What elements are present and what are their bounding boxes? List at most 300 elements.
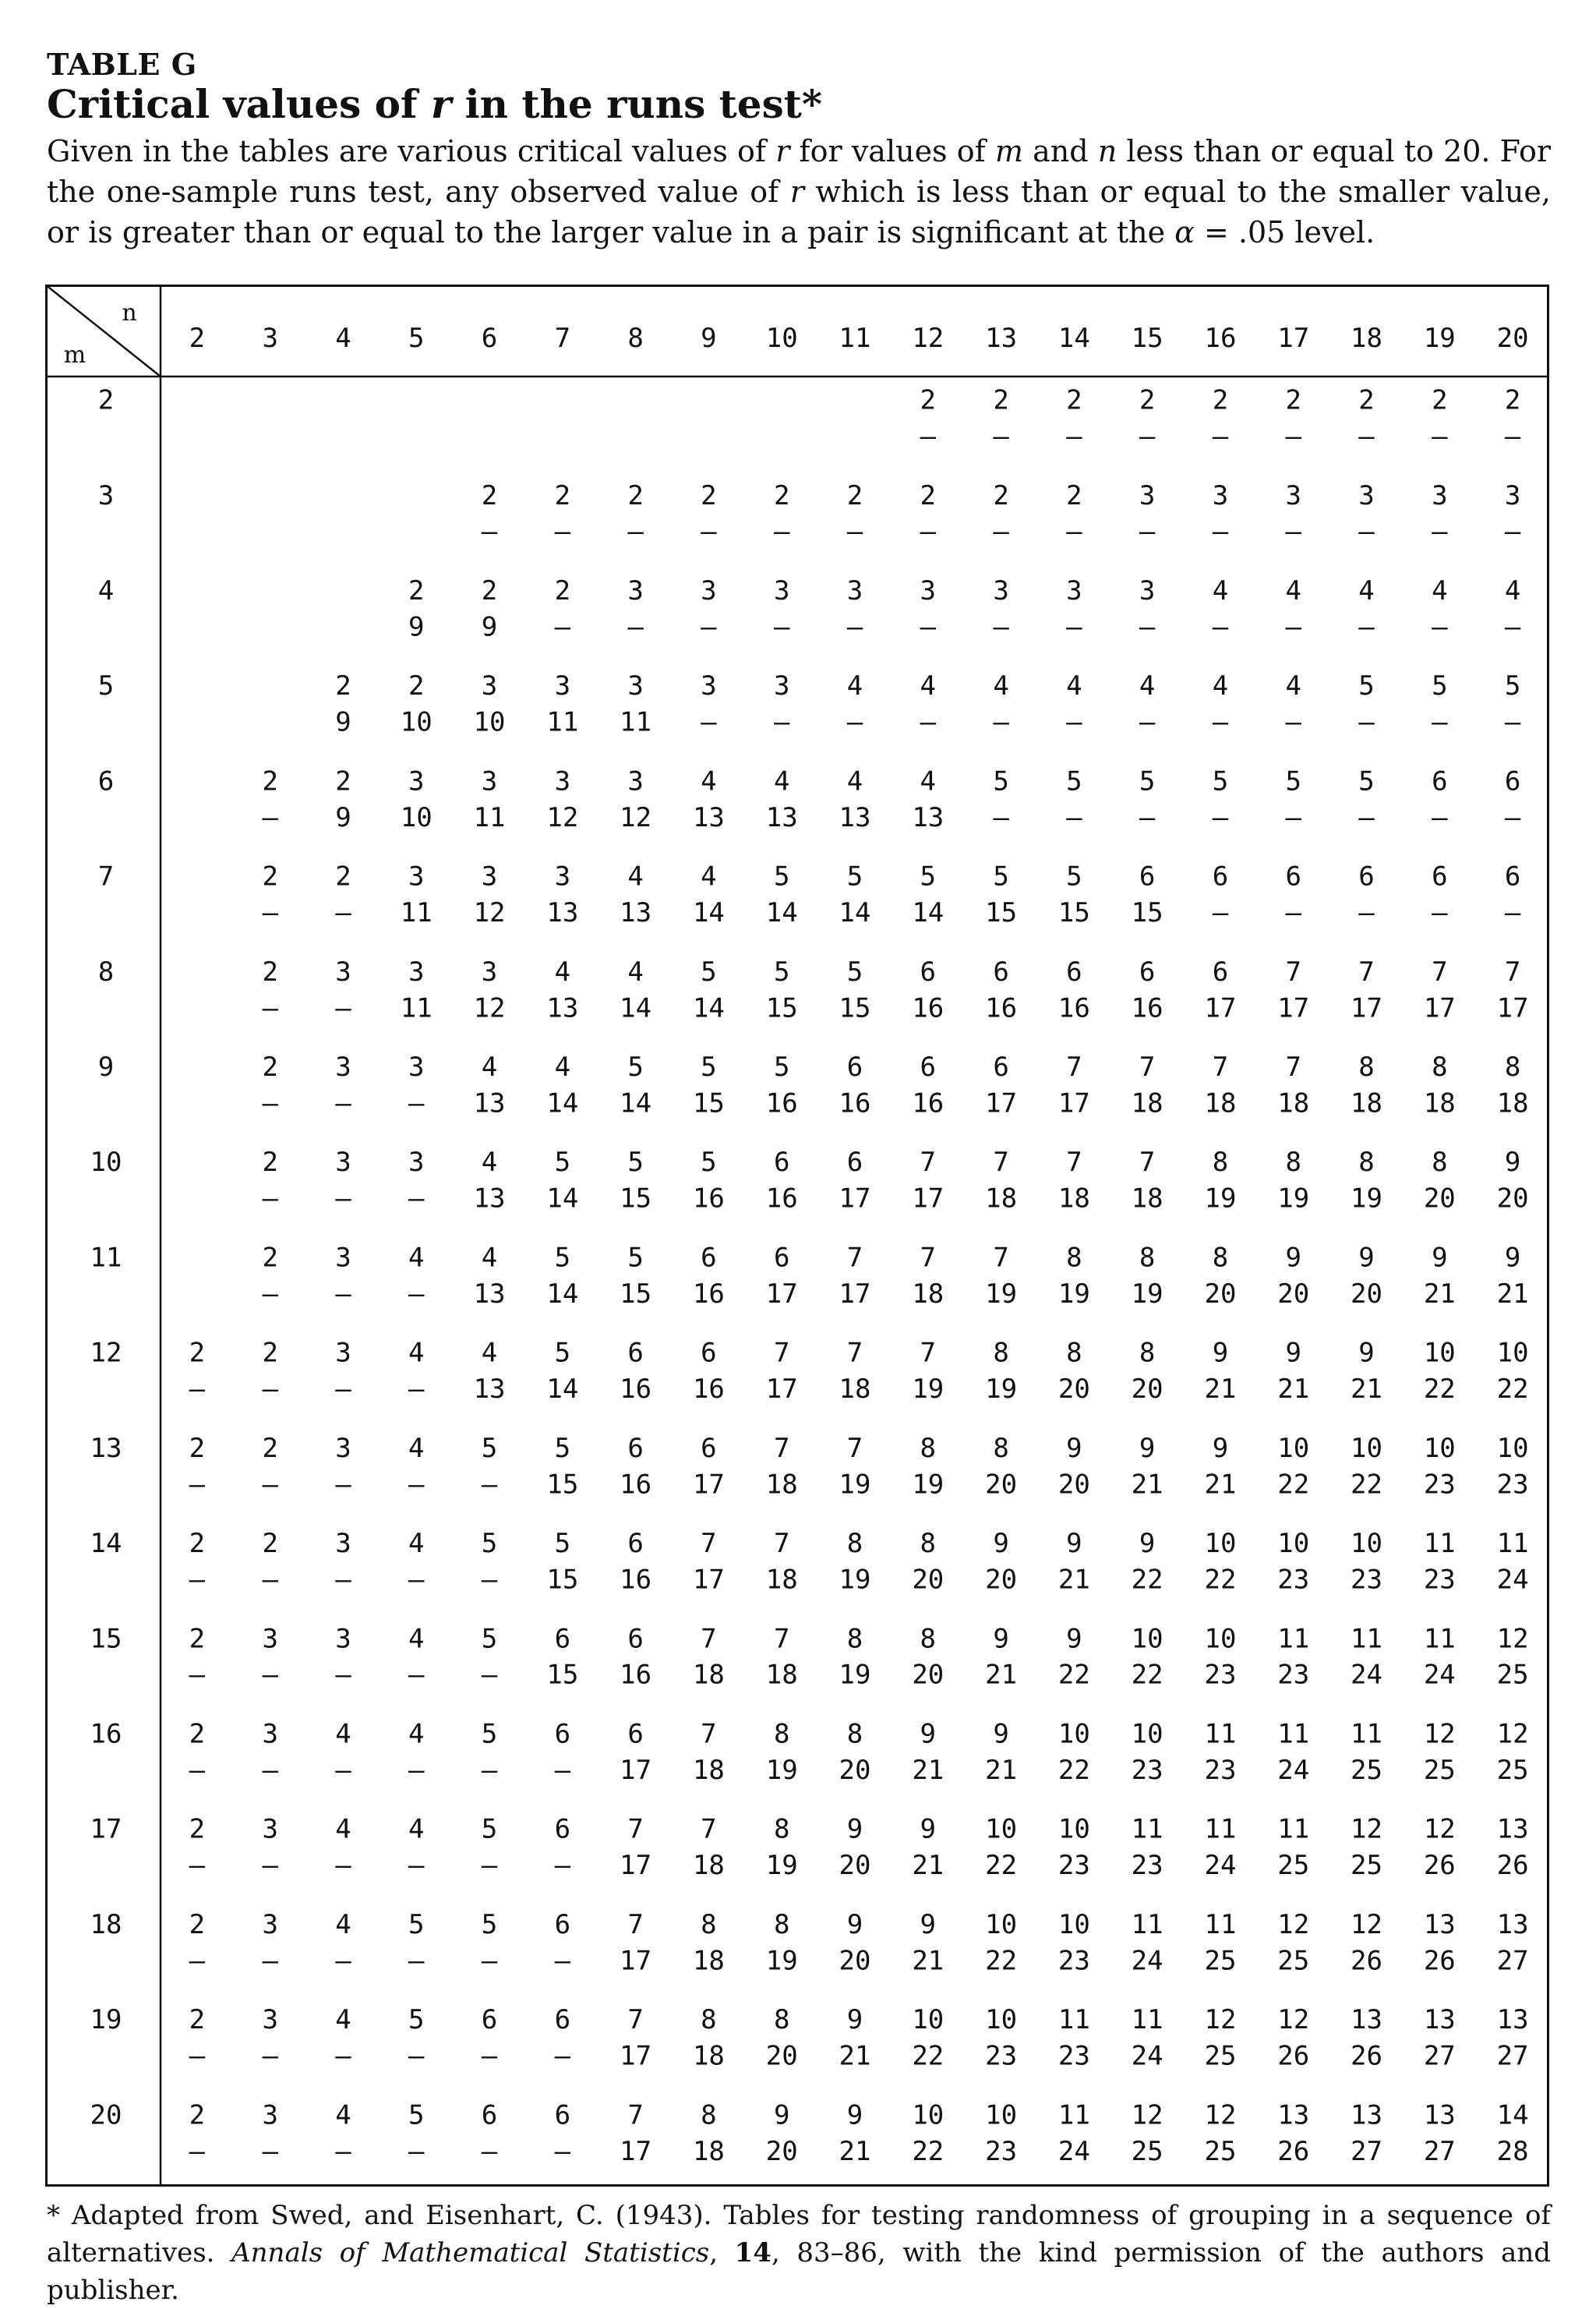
row-header-m-7: 7 <box>97 861 115 893</box>
cell-lower-m12-n7: 5 <box>554 1337 571 1369</box>
cell-upper-m12-n10: 17 <box>765 1374 798 1406</box>
cell-lower-m2-n18: 2 <box>1358 384 1375 416</box>
row-header-m-11: 11 <box>90 1242 122 1274</box>
cell-upper-m17-n5: – <box>408 1850 425 1882</box>
cell-lower-m19-n2: 2 <box>189 2004 206 2036</box>
cell-upper-m5-n11: – <box>846 706 863 738</box>
cell-upper-m19-n9: 18 <box>692 2040 725 2072</box>
cell-upper-m17-n2: – <box>189 1850 206 1882</box>
cell-upper-m20-n18: 27 <box>1351 2135 1383 2167</box>
cell-lower-m15-n2: 2 <box>189 1623 206 1655</box>
cell-upper-m13-n6: – <box>481 1469 498 1501</box>
cell-lower-m13-n4: 3 <box>335 1432 351 1464</box>
cell-lower-m8-n18: 7 <box>1358 956 1375 988</box>
cell-upper-m5-n16: – <box>1212 706 1229 738</box>
cell-lower-m4-n12: 3 <box>920 575 937 606</box>
cell-lower-m15-n15: 10 <box>1131 1623 1163 1655</box>
cell-upper-m4-n12: – <box>920 611 937 643</box>
cell-lower-m15-n3: 3 <box>262 1623 278 1655</box>
cell-upper-m10-n19: 20 <box>1423 1183 1456 1215</box>
cell-upper-m20-n15: 25 <box>1131 2135 1163 2167</box>
cell-lower-m6-n12: 4 <box>920 766 937 797</box>
cell-lower-m19-n10: 8 <box>773 2004 790 2036</box>
cell-lower-m16-n16: 11 <box>1204 1718 1237 1750</box>
cell-upper-m15-n9: 18 <box>692 1659 725 1691</box>
cell-lower-m18-n15: 11 <box>1131 1908 1163 1940</box>
cell-upper-m8-n10: 15 <box>765 992 798 1024</box>
cell-upper-m18-n20: 27 <box>1496 1945 1529 1977</box>
cell-upper-m17-n10: 19 <box>765 1850 798 1882</box>
cell-upper-m10-n12: 17 <box>912 1183 945 1215</box>
cell-upper-m18-n9: 18 <box>692 1945 725 1977</box>
cell-lower-m6-n18: 5 <box>1358 766 1375 797</box>
cell-upper-m11-n14: 19 <box>1058 1278 1090 1310</box>
footnote-text-1: * Adapted from Swed, and Eisenhart, C. (1943). Tables for testing randomness of grouping in a sequence of alternatives. <box>47 2200 1551 2268</box>
cell-upper-m11-n11: 17 <box>839 1278 871 1310</box>
cell-lower-m14-n2: 2 <box>189 1528 206 1560</box>
cell-upper-m20-n4: – <box>335 2135 351 2167</box>
cell-lower-m9-n17: 7 <box>1285 1052 1301 1084</box>
cell-lower-m6-n10: 4 <box>773 766 790 797</box>
desc-text-5: which is less than or equal to the smaller value, or is greater than or equal to the larger value in a pair is significant at the <box>47 175 1551 249</box>
cell-lower-m5-n4: 2 <box>335 670 351 702</box>
cell-upper-m15-n5: – <box>408 1659 425 1691</box>
table-border <box>47 286 1548 2186</box>
cell-lower-m2-n15: 2 <box>1139 384 1156 416</box>
cell-upper-m3-n9: – <box>701 516 717 548</box>
title-text-1: Critical values of <box>47 81 431 127</box>
cell-upper-m13-n15: 21 <box>1131 1469 1163 1501</box>
cell-upper-m18-n4: – <box>335 1945 351 1977</box>
cell-upper-m8-n13: 16 <box>985 992 1018 1024</box>
desc-symbol-m: m <box>994 134 1023 168</box>
desc-symbol-r-2: r <box>789 175 804 209</box>
cell-lower-m9-n20: 8 <box>1504 1052 1521 1084</box>
cell-lower-m11-n19: 9 <box>1432 1242 1448 1274</box>
cell-upper-m15-n2: – <box>189 1659 206 1691</box>
cell-lower-m18-n8: 7 <box>627 1908 644 1940</box>
cell-lower-m11-n6: 4 <box>481 1242 498 1274</box>
cell-upper-m20-n13: 23 <box>985 2135 1018 2167</box>
table-footnote <box>47 2197 1551 2309</box>
cell-upper-m6-n5: 10 <box>400 801 433 833</box>
cell-upper-m18-n11: 20 <box>839 1945 871 1977</box>
cell-upper-m3-n6: – <box>481 516 498 548</box>
cell-upper-m3-n20: – <box>1504 516 1521 548</box>
cell-upper-m9-n10: 16 <box>765 1087 798 1119</box>
cell-upper-m13-n3: – <box>262 1469 278 1501</box>
cell-upper-m6-n6: 11 <box>473 801 506 833</box>
cell-lower-m12-n10: 7 <box>773 1337 790 1369</box>
cell-upper-m9-n19: 18 <box>1423 1087 1456 1119</box>
cell-upper-m14-n9: 17 <box>692 1564 725 1596</box>
cell-upper-m11-n8: 15 <box>620 1278 652 1310</box>
cell-lower-m11-n3: 2 <box>262 1242 278 1274</box>
col-header-n-18: 18 <box>1351 323 1383 354</box>
cell-lower-m3-n9: 2 <box>701 479 717 511</box>
cell-lower-m13-n5: 4 <box>408 1432 425 1464</box>
cell-upper-m4-n15: – <box>1139 611 1156 643</box>
row-header-m-3: 3 <box>97 479 115 511</box>
col-header-n-20: 20 <box>1496 323 1529 354</box>
cell-lower-m3-n19: 3 <box>1432 479 1448 511</box>
cell-lower-m5-n14: 4 <box>1066 670 1082 702</box>
cell-upper-m5-n8: 11 <box>620 706 652 738</box>
cell-lower-m14-n18: 10 <box>1351 1528 1383 1560</box>
cell-lower-m9-n14: 7 <box>1066 1052 1082 1084</box>
cell-upper-m2-n20: – <box>1504 420 1521 452</box>
cell-lower-m5-n11: 4 <box>846 670 863 702</box>
desc-symbol-r: r <box>775 134 790 168</box>
cell-lower-m11-n14: 8 <box>1066 1242 1082 1274</box>
cell-upper-m10-n17: 19 <box>1277 1183 1310 1215</box>
cell-upper-m9-n12: 16 <box>912 1087 945 1119</box>
cell-upper-m19-n5: – <box>408 2040 425 2072</box>
cell-upper-m7-n3: – <box>262 897 278 929</box>
cell-upper-m8-n18: 17 <box>1351 992 1383 1024</box>
cell-lower-m20-n16: 12 <box>1204 2099 1237 2131</box>
col-header-n-2: 2 <box>189 323 206 354</box>
cell-lower-m18-n17: 12 <box>1277 1908 1310 1940</box>
cell-lower-m16-n6: 5 <box>481 1718 498 1750</box>
cell-upper-m11-n17: 20 <box>1277 1278 1310 1310</box>
cell-lower-m3-n16: 3 <box>1212 479 1229 511</box>
cell-upper-m20-n20: 28 <box>1496 2135 1529 2167</box>
cell-lower-m4-n10: 3 <box>773 575 790 606</box>
cell-upper-m10-n4: – <box>335 1183 351 1215</box>
cell-lower-m8-n5: 3 <box>408 956 425 988</box>
cell-upper-m10-n14: 18 <box>1058 1183 1090 1215</box>
cell-upper-m9-n13: 17 <box>985 1087 1018 1119</box>
cell-upper-m12-n7: 14 <box>546 1374 579 1406</box>
title-symbol-r: r <box>430 81 452 127</box>
cell-upper-m14-n13: 20 <box>985 1564 1018 1596</box>
cell-upper-m19-n7: – <box>554 2040 571 2072</box>
cell-upper-m12-n6: 13 <box>473 1374 506 1406</box>
cell-upper-m17-n20: 26 <box>1496 1850 1529 1882</box>
cell-lower-m12-n17: 9 <box>1285 1337 1301 1369</box>
cell-upper-m14-n20: 24 <box>1496 1564 1529 1596</box>
cell-lower-m16-n12: 9 <box>920 1718 937 1750</box>
cell-upper-m8-n15: 16 <box>1131 992 1163 1024</box>
cell-upper-m12-n19: 22 <box>1423 1374 1456 1406</box>
cell-lower-m18-n5: 5 <box>408 1908 425 1940</box>
cell-lower-m10-n7: 5 <box>554 1147 571 1179</box>
cell-lower-m20-n10: 9 <box>773 2099 790 2131</box>
cell-upper-m7-n17: – <box>1285 897 1301 929</box>
cell-upper-m5-n13: – <box>993 706 1009 738</box>
cell-lower-m14-n5: 4 <box>408 1528 425 1560</box>
cell-upper-m4-n19: – <box>1432 611 1448 643</box>
cell-lower-m7-n8: 4 <box>627 861 644 893</box>
cell-upper-m17-n6: – <box>481 1850 498 1882</box>
cell-lower-m17-n13: 10 <box>985 1813 1018 1845</box>
cell-lower-m9-n7: 4 <box>554 1052 571 1084</box>
cell-upper-m8-n5: 11 <box>400 992 433 1024</box>
cell-upper-m8-n8: 14 <box>620 992 652 1024</box>
cell-upper-m15-n20: 25 <box>1496 1659 1529 1691</box>
cell-upper-m2-n19: – <box>1432 420 1448 452</box>
cell-upper-m9-n20: 18 <box>1496 1087 1529 1119</box>
cell-upper-m13-n11: 19 <box>839 1469 871 1501</box>
cell-lower-m3-n12: 2 <box>920 479 937 511</box>
cell-upper-m18-n6: – <box>481 1945 498 1977</box>
cell-lower-m20-n15: 12 <box>1131 2099 1163 2131</box>
cell-lower-m5-n9: 3 <box>701 670 717 702</box>
cell-upper-m14-n11: 19 <box>839 1564 871 1596</box>
cell-lower-m20-n8: 7 <box>627 2099 644 2131</box>
cell-lower-m4-n13: 3 <box>993 575 1009 606</box>
cell-lower-m5-n7: 3 <box>554 670 571 702</box>
cell-lower-m5-n8: 3 <box>627 670 644 702</box>
table-header <box>47 48 1551 253</box>
cell-upper-m7-n4: – <box>335 897 351 929</box>
cell-lower-m4-n7: 2 <box>554 575 571 606</box>
cell-lower-m13-n13: 8 <box>993 1432 1009 1464</box>
cell-lower-m12-n12: 7 <box>920 1337 937 1369</box>
cell-upper-m11-n3: – <box>262 1278 278 1310</box>
cell-lower-m14-n8: 6 <box>627 1528 644 1560</box>
cell-lower-m14-n12: 8 <box>920 1528 937 1560</box>
cell-lower-m9-n8: 5 <box>627 1052 644 1084</box>
cell-lower-m12-n11: 7 <box>846 1337 863 1369</box>
cell-upper-m6-n4: 9 <box>335 801 351 833</box>
cell-upper-m10-n20: 20 <box>1496 1183 1529 1215</box>
cell-upper-m7-n8: 13 <box>620 897 652 929</box>
cell-lower-m3-n11: 2 <box>846 479 863 511</box>
cell-upper-m12-n12: 19 <box>912 1374 945 1406</box>
cell-lower-m16-n18: 11 <box>1351 1718 1383 1750</box>
cell-lower-m7-n5: 3 <box>408 861 425 893</box>
cell-upper-m18-n10: 19 <box>765 1945 798 1977</box>
cell-lower-m8-n10: 5 <box>773 956 790 988</box>
cell-lower-m7-n10: 5 <box>773 861 790 893</box>
cell-upper-m12-n11: 18 <box>839 1374 871 1406</box>
cell-lower-m15-n10: 7 <box>773 1623 790 1655</box>
cell-upper-m18-n7: – <box>554 1945 571 1977</box>
cell-lower-m18-n4: 4 <box>335 1908 351 1940</box>
col-header-n-15: 15 <box>1131 323 1163 354</box>
cell-lower-m17-n2: 2 <box>189 1813 206 1845</box>
cell-upper-m14-n5: – <box>408 1564 425 1596</box>
cell-lower-m6-n17: 5 <box>1285 766 1301 797</box>
cell-upper-m17-n9: 18 <box>692 1850 725 1882</box>
cell-lower-m8-n17: 7 <box>1285 956 1301 988</box>
cell-lower-m8-n11: 5 <box>846 956 863 988</box>
cell-lower-m10-n6: 4 <box>481 1147 498 1179</box>
cell-lower-m3-n10: 2 <box>773 479 790 511</box>
cell-upper-m13-n2: – <box>189 1469 206 1501</box>
cell-lower-m16-n14: 10 <box>1058 1718 1090 1750</box>
cell-upper-m20-n6: – <box>481 2135 498 2167</box>
cell-upper-m18-n19: 26 <box>1423 1945 1456 1977</box>
cell-lower-m12-n8: 6 <box>627 1337 644 1369</box>
cell-upper-m9-n15: 18 <box>1131 1087 1163 1119</box>
cell-upper-m16-n17: 24 <box>1277 1754 1310 1786</box>
cell-lower-m17-n6: 5 <box>481 1813 498 1845</box>
cell-upper-m3-n12: – <box>920 516 937 548</box>
cell-lower-m11-n4: 3 <box>335 1242 351 1274</box>
cell-upper-m20-n3: – <box>262 2135 278 2167</box>
cell-upper-m4-n20: – <box>1504 611 1521 643</box>
cell-upper-m3-n13: – <box>993 516 1009 548</box>
cell-upper-m19-n4: – <box>335 2040 351 2072</box>
cell-lower-m6-n13: 5 <box>993 766 1009 797</box>
cell-lower-m20-n19: 13 <box>1423 2099 1456 2131</box>
cell-upper-m20-n11: 21 <box>839 2135 871 2167</box>
cell-upper-m18-n5: – <box>408 1945 425 1977</box>
cell-upper-m12-n16: 21 <box>1204 1374 1237 1406</box>
cell-lower-m8-n8: 4 <box>627 956 644 988</box>
cell-lower-m9-n4: 3 <box>335 1052 351 1084</box>
cell-upper-m15-n11: 19 <box>839 1659 871 1691</box>
cell-lower-m9-n13: 6 <box>993 1052 1009 1084</box>
cell-lower-m5-n13: 4 <box>993 670 1009 702</box>
cell-upper-m15-n8: 16 <box>620 1659 652 1691</box>
cell-lower-m3-n17: 3 <box>1285 479 1301 511</box>
cell-upper-m8-n17: 17 <box>1277 992 1310 1024</box>
cell-lower-m8-n14: 6 <box>1066 956 1082 988</box>
cell-lower-m17-n14: 10 <box>1058 1813 1090 1845</box>
cell-upper-m20-n7: – <box>554 2135 571 2167</box>
cell-upper-m18-n16: 25 <box>1204 1945 1237 1977</box>
cell-upper-m3-n16: – <box>1212 516 1229 548</box>
cell-lower-m16-n4: 4 <box>335 1718 351 1750</box>
corner-label-n: n <box>122 299 137 327</box>
cell-upper-m7-n7: 13 <box>546 897 579 929</box>
cell-lower-m15-n6: 5 <box>481 1623 498 1655</box>
cell-lower-m12-n5: 4 <box>408 1337 425 1369</box>
cell-upper-m18-n2: – <box>189 1945 206 1977</box>
cell-lower-m2-n19: 2 <box>1432 384 1448 416</box>
cell-lower-m11-n9: 6 <box>701 1242 717 1274</box>
desc-text-4: less than or equal to 20. For the one-sample runs test, any observed value of <box>47 134 1552 209</box>
cell-upper-m14-n2: – <box>189 1564 206 1596</box>
cell-upper-m8-n19: 17 <box>1423 992 1456 1024</box>
cell-upper-m7-n15: 15 <box>1131 897 1163 929</box>
row-header-m-17: 17 <box>90 1813 122 1845</box>
cell-upper-m5-n18: – <box>1358 706 1375 738</box>
cell-upper-m9-n6: 13 <box>473 1087 506 1119</box>
cell-lower-m5-n12: 4 <box>920 670 937 702</box>
cell-upper-m3-n18: – <box>1358 516 1375 548</box>
cell-upper-m6-n18: – <box>1358 801 1375 833</box>
cell-lower-m6-n8: 3 <box>627 766 644 797</box>
cell-lower-m10-n4: 3 <box>335 1147 351 1179</box>
cell-lower-m18-n7: 6 <box>554 1908 571 1940</box>
cell-lower-m3-n18: 3 <box>1358 479 1375 511</box>
cell-upper-m6-n19: – <box>1432 801 1448 833</box>
cell-upper-m4-n6: 9 <box>481 611 498 643</box>
cell-lower-m3-n15: 3 <box>1139 479 1156 511</box>
cell-upper-m6-n7: 12 <box>546 801 579 833</box>
cell-lower-m9-n15: 7 <box>1139 1052 1156 1084</box>
cell-lower-m8-n15: 6 <box>1139 956 1156 988</box>
cell-lower-m12-n15: 8 <box>1139 1337 1156 1369</box>
cell-upper-m16-n11: 20 <box>839 1754 871 1786</box>
cell-lower-m6-n9: 4 <box>701 766 717 797</box>
cell-upper-m18-n12: 21 <box>912 1945 945 1977</box>
cell-upper-m10-n16: 19 <box>1204 1183 1237 1215</box>
row-header-m-2: 2 <box>97 384 115 416</box>
cell-lower-m16-n15: 10 <box>1131 1718 1163 1750</box>
cell-lower-m2-n14: 2 <box>1066 384 1082 416</box>
cell-lower-m13-n11: 7 <box>846 1432 863 1464</box>
cell-lower-m4-n16: 4 <box>1212 575 1229 606</box>
cell-upper-m4-n7: – <box>554 611 571 643</box>
cell-lower-m9-n5: 3 <box>408 1052 425 1084</box>
cell-lower-m5-n17: 4 <box>1285 670 1301 702</box>
cell-lower-m13-n7: 5 <box>554 1432 571 1464</box>
cell-lower-m11-n5: 4 <box>408 1242 425 1274</box>
cell-upper-m7-n20: – <box>1504 897 1521 929</box>
cell-lower-m8-n9: 5 <box>701 956 717 988</box>
cell-upper-m15-n4: – <box>335 1659 351 1691</box>
cell-upper-m16-n2: – <box>189 1754 206 1786</box>
row-header-m-8: 8 <box>97 956 115 988</box>
cell-upper-m11-n7: 14 <box>546 1278 579 1310</box>
cell-lower-m14-n20: 11 <box>1496 1528 1529 1560</box>
cell-lower-m10-n13: 7 <box>993 1147 1009 1179</box>
cell-upper-m2-n17: – <box>1285 420 1301 452</box>
cell-upper-m9-n17: 18 <box>1277 1087 1310 1119</box>
cell-upper-m9-n14: 17 <box>1058 1087 1090 1119</box>
cell-lower-m7-n12: 5 <box>920 861 937 893</box>
cell-lower-m4-n18: 4 <box>1358 575 1375 606</box>
cell-lower-m13-n6: 5 <box>481 1432 498 1464</box>
desc-text-6: = .05 level. <box>1194 215 1375 249</box>
cell-upper-m19-n20: 27 <box>1496 2040 1529 2072</box>
desc-text-2: for values of <box>789 134 995 168</box>
cell-lower-m16-n5: 4 <box>408 1718 425 1750</box>
row-header-m-10: 10 <box>90 1147 122 1179</box>
cell-lower-m11-n20: 9 <box>1504 1242 1521 1274</box>
cell-upper-m17-n8: 17 <box>620 1850 652 1882</box>
cell-lower-m15-n18: 11 <box>1351 1623 1383 1655</box>
cell-lower-m20-n13: 10 <box>985 2099 1018 2131</box>
cell-upper-m6-n13: – <box>993 801 1009 833</box>
cell-lower-m12-n6: 4 <box>481 1337 498 1369</box>
cell-upper-m15-n7: 15 <box>546 1659 579 1691</box>
cell-lower-m19-n5: 5 <box>408 2004 425 2036</box>
col-header-n-5: 5 <box>408 323 425 354</box>
cell-upper-m20-n8: 17 <box>620 2135 652 2167</box>
cell-lower-m15-n11: 8 <box>846 1623 863 1655</box>
cell-lower-m5-n6: 3 <box>481 670 498 702</box>
cell-lower-m17-n5: 4 <box>408 1813 425 1845</box>
cell-upper-m17-n17: 25 <box>1277 1850 1310 1882</box>
cell-upper-m5-n10: – <box>773 706 790 738</box>
cell-lower-m16-n17: 11 <box>1277 1718 1310 1750</box>
cell-upper-m3-n17: – <box>1285 516 1301 548</box>
cell-lower-m20-n14: 11 <box>1058 2099 1090 2131</box>
cell-lower-m19-n7: 6 <box>554 2004 571 2036</box>
cell-upper-m5-n19: – <box>1432 706 1448 738</box>
cell-lower-m15-n12: 8 <box>920 1623 937 1655</box>
cell-upper-m10-n11: 17 <box>839 1183 871 1215</box>
cell-lower-m10-n12: 7 <box>920 1147 937 1179</box>
col-header-n-6: 6 <box>481 323 498 354</box>
cell-upper-m16-n8: 17 <box>620 1754 652 1786</box>
cell-lower-m17-n20: 13 <box>1496 1813 1529 1845</box>
desc-text-3: and <box>1022 134 1098 168</box>
cell-lower-m17-n17: 11 <box>1277 1813 1310 1845</box>
cell-upper-m17-n13: 22 <box>985 1850 1018 1882</box>
cell-lower-m7-n14: 5 <box>1066 861 1082 893</box>
cell-upper-m16-n7: – <box>554 1754 571 1786</box>
cell-lower-m5-n18: 5 <box>1358 670 1375 702</box>
cell-lower-m8-n13: 6 <box>993 956 1009 988</box>
